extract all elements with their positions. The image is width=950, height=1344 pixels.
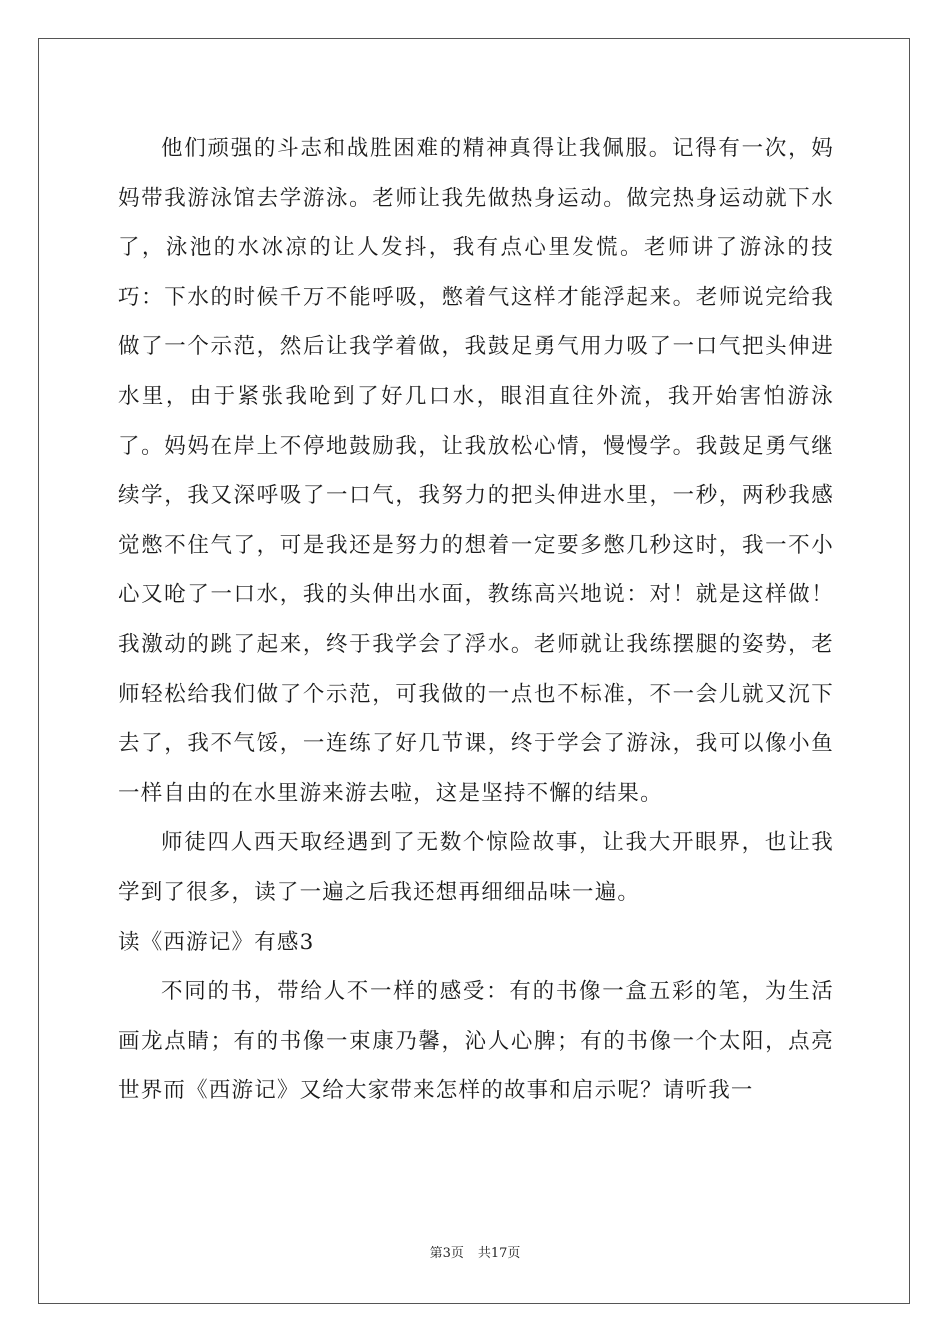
page-footer <box>0 1246 950 1262</box>
paragraph-journey-summary: 师徒四人西天取经遇到了无数个惊险故事，让我大开眼界，也让我学到了很多，读了一遍之后我还想再细细品味一遍。 <box>118 830 834 905</box>
paragraph-intro: 不同的书，带给人不一样的感受：有的书像一盒五彩的笔，为生活画龙点睛；有的书像一束康乃馨，沁人心脾；有的书像一个太阳，点亮世界而《西游记》又给大家带来怎样的故事和启示呢？请听我一 <box>118 979 834 1104</box>
page-number: 第3页 <box>429 1246 464 1261</box>
document-body <box>118 124 834 1116</box>
paragraph-swimming-story: 他们顽强的斗志和战胜困难的精神真得让我佩服。记得有一次，妈妈带我游泳馆去学游泳。老师让我先做热身运动。做完热身运动就下水了，泳池的水冰凉的让人发抖，我有点心里发慌。老师讲了游泳的技巧：下水的时候千万不能呼吸，憋着气这样才能浮起来。老师说完给我做了一个示范，然后让我学着做，我鼓足勇气用力吸了一口气把头伸进水里，由于紧张我呛到了好几口水，眼泪直往外流，我开始害怕游泳了。妈妈在岸上不停地鼓励我，让我放松心情，慢慢学。我鼓足勇气继续学，我又深呼吸了一口气，我努力的把头伸进水里，一秒，两秒我感觉憋不住气了，可是我还是努力的想着一定要多憋几秒这时，我一不小心又呛了一口水，我的头伸出水面，教练高兴地说：对！就是这样做！我激动的跳了起来，终于我学会了浮水。老师就让我练摆腿的姿势，老师轻松给我们做了个示范，可我做的一点也不标准，不一会儿就又沉下去了，我不气馁，一连练了好几节课，终于学会了游泳，我可以像小鱼一样自由的在水里游来游去啦，这是坚持不懈的结果。 <box>118 136 834 806</box>
page-total: 共17页 <box>477 1246 521 1261</box>
section-heading: 读《西游记》有感3 <box>118 929 315 955</box>
